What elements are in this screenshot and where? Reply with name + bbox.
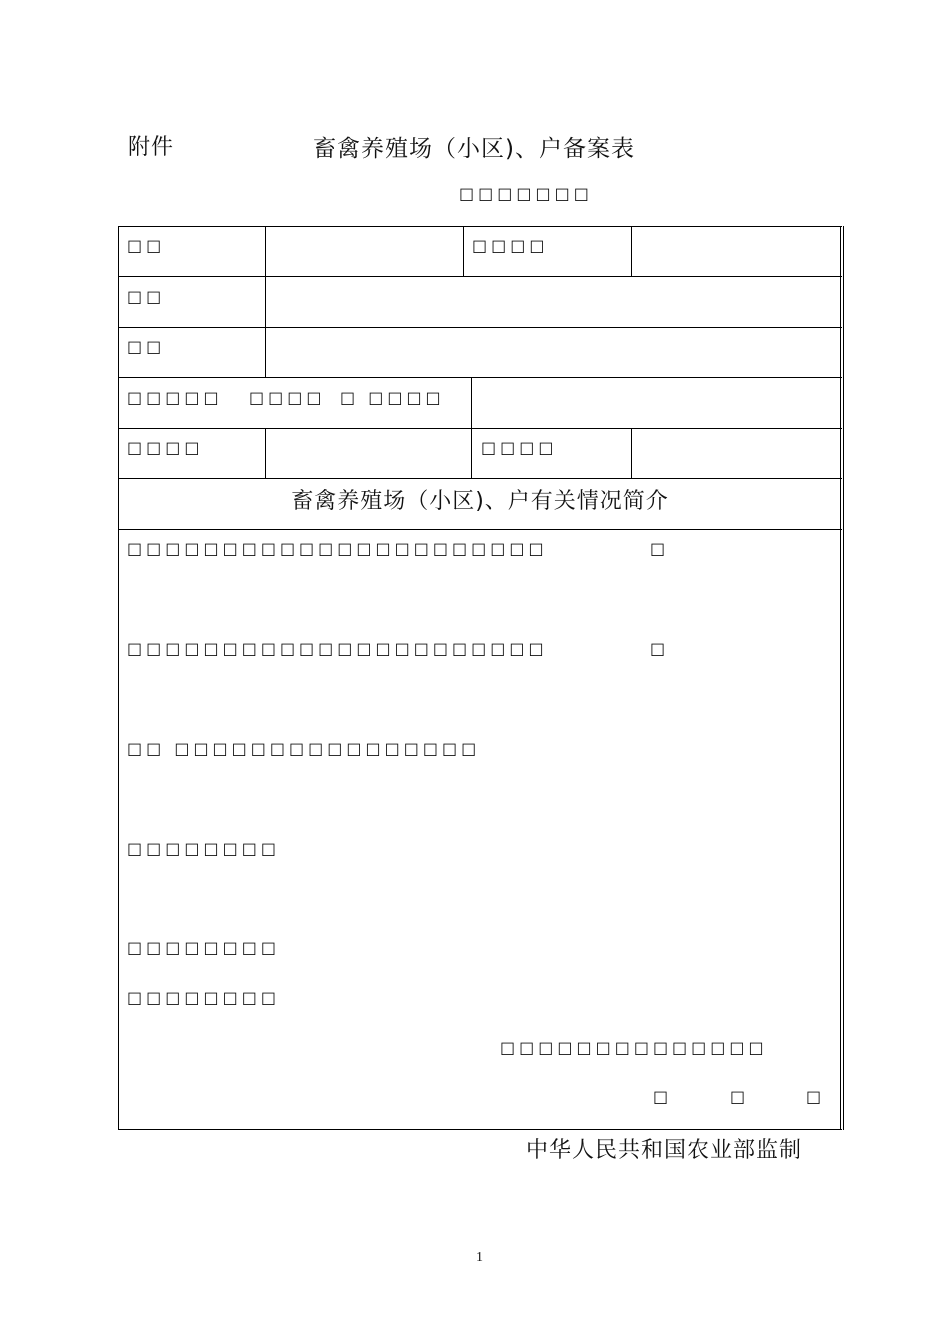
page-title: 畜禽养殖场（小区)、户备案表 — [313, 136, 635, 162]
row1-label-a: □□ — [127, 236, 166, 255]
row-divider — [118, 377, 842, 378]
intro-line-2-end: □ — [650, 639, 670, 658]
intro-line-2: □□□□□□□□□□□□□□□□□□□□□□ — [127, 639, 548, 658]
row3-value-field[interactable] — [268, 331, 838, 375]
row-divider — [118, 327, 842, 328]
row-divider — [118, 428, 842, 429]
row4-value-field[interactable] — [474, 381, 838, 425]
page-subtitle: □□□□□□□ — [459, 184, 593, 203]
row1-label-b: □□□□ — [472, 236, 549, 255]
date-day: □ — [806, 1087, 826, 1106]
column-divider — [631, 428, 632, 479]
issuer-label: 中华人民共和国农业部监制 — [526, 1138, 803, 1163]
date-year: □ — [653, 1087, 673, 1106]
row-divider — [118, 276, 842, 277]
column-divider — [631, 226, 632, 277]
row2-label: □□ — [127, 287, 166, 306]
attachment-label: 附件 — [128, 135, 175, 160]
row1-value-b-field[interactable] — [634, 230, 838, 274]
row5-label-b: □□□□ — [481, 438, 558, 457]
intro-line-4: □□□□□□□□ — [127, 839, 280, 858]
row4-option-1[interactable]: □□□□ — [249, 388, 326, 407]
date-month: □ — [730, 1087, 750, 1106]
row-divider — [118, 478, 842, 479]
table-border-bottom — [118, 1129, 842, 1130]
intro-line-1: □□□□□□□□□□□□□□□□□□□□□□ — [127, 539, 548, 558]
signature-line: □□□□□□□□□□□□□□ — [500, 1038, 768, 1057]
row5-value-b-field[interactable] — [634, 432, 838, 476]
column-divider — [265, 226, 266, 378]
row5-value-a-field[interactable] — [268, 432, 468, 476]
table-border-left — [118, 226, 119, 1130]
intro-line-3: □□ □□□□□□□□□□□□□□□□ — [127, 739, 481, 758]
intro-heading: 畜禽养殖场（小区)、户有关情况简介 — [291, 489, 669, 514]
intro-line-1-end: □ — [650, 539, 670, 558]
column-divider — [471, 377, 472, 479]
row4-option-2[interactable]: □ □□□□ — [340, 388, 445, 407]
table-border-top — [118, 226, 842, 227]
row1-value-a-field[interactable] — [268, 230, 460, 274]
row2-value-field[interactable] — [268, 280, 838, 324]
page-number: 1 — [476, 1250, 483, 1265]
row5-label-a: □□□□ — [127, 438, 204, 457]
table-border-right-double — [843, 226, 844, 1130]
intro-line-6: □□□□□□□□ — [127, 988, 280, 1007]
column-divider — [463, 226, 464, 277]
table-border-right — [840, 226, 841, 1130]
column-divider — [265, 428, 266, 479]
row-divider — [118, 529, 842, 530]
row4-label: □□□□□ — [127, 388, 223, 407]
row3-label: □□ — [127, 337, 166, 356]
intro-line-5: □□□□□□□□ — [127, 938, 280, 957]
